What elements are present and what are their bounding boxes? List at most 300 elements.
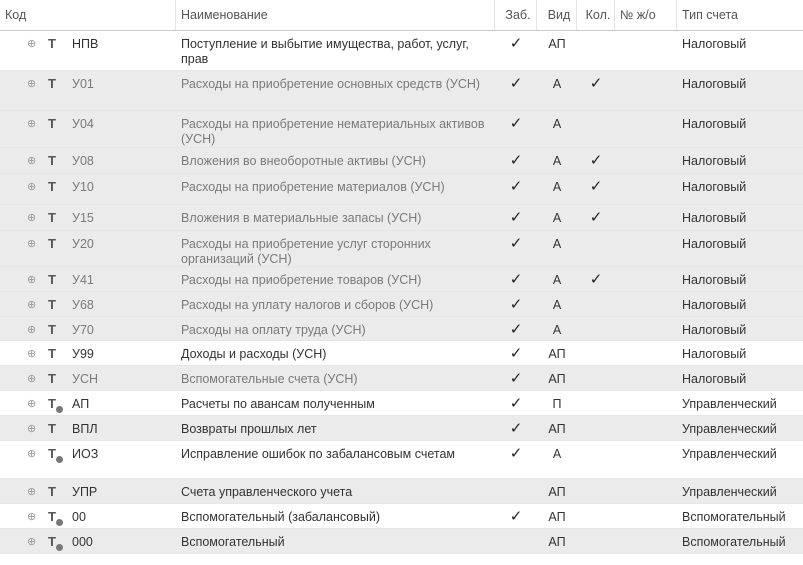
table-row[interactable]	[0, 366, 803, 391]
account-type: Налоговый	[682, 237, 747, 251]
expand-icon[interactable]: ⊕	[27, 118, 37, 130]
code-cell	[0, 31, 176, 70]
name-cell	[176, 71, 495, 110]
account-type-icon	[48, 211, 64, 225]
account-code: У04	[72, 117, 94, 131]
zab-check-icon: ✓	[509, 321, 523, 338]
account-type-icon	[48, 347, 64, 361]
journal-no-cell	[615, 391, 677, 415]
account-type-icon	[48, 180, 64, 194]
account-type: Налоговый	[682, 117, 747, 131]
vid-cell	[537, 366, 577, 390]
account-kind: А	[552, 298, 562, 312]
kol-cell	[577, 267, 615, 291]
kol-cell	[577, 148, 615, 173]
account-type-letter: T	[48, 210, 56, 225]
kol-cell	[577, 366, 615, 390]
kol-cell	[577, 317, 615, 340]
expand-icon[interactable]: ⊕	[27, 324, 37, 336]
zab-cell	[495, 391, 537, 415]
account-type: Управленческий	[682, 422, 777, 436]
account-code: У70	[72, 323, 94, 337]
name-cell	[176, 111, 495, 147]
account-type-icon	[48, 117, 64, 131]
vid-cell	[537, 31, 577, 70]
journal-no-cell	[615, 148, 677, 173]
journal-no-cell	[615, 479, 677, 503]
vid-cell	[537, 148, 577, 173]
zab-check-icon: ✓	[509, 345, 523, 362]
type-cell	[677, 292, 803, 316]
kol-check-icon: ✓	[589, 209, 603, 226]
account-type-icon	[48, 485, 64, 499]
zab-check-icon: ✓	[509, 395, 523, 412]
kol-cell	[577, 529, 615, 553]
name-cell	[176, 441, 495, 478]
account-code: ВПЛ	[72, 422, 98, 436]
vid-cell	[537, 441, 577, 478]
type-cell	[677, 205, 803, 230]
name-cell	[176, 479, 495, 503]
journal-no-cell	[615, 317, 677, 340]
account-name: Доходы и расходы (УСН)	[181, 347, 327, 361]
account-type-letter: T	[48, 36, 56, 51]
vid-cell	[537, 416, 577, 440]
journal-no-cell	[615, 205, 677, 230]
zab-check-icon: ✓	[509, 370, 523, 387]
kol-cell	[577, 504, 615, 528]
account-code: ИОЗ	[72, 447, 99, 461]
code-cell	[0, 148, 176, 173]
account-code: УПР	[72, 485, 98, 499]
expand-icon[interactable]: ⊕	[27, 511, 37, 523]
name-cell	[176, 317, 495, 340]
account-name: Вложения в материальные запасы (УСН)	[181, 211, 422, 225]
name-cell	[176, 148, 495, 173]
name-cell	[176, 231, 495, 266]
column-header-vid[interactable]: Вид	[537, 0, 577, 30]
account-name: Расходы на приобретение услуг сторонних организаций (УСН)	[181, 237, 431, 266]
account-kind: А	[552, 447, 562, 461]
account-name: Поступление и выбытие имущества, работ, услуг, прав	[181, 37, 469, 66]
vid-cell	[537, 341, 577, 365]
account-type-icon	[48, 37, 64, 51]
account-name: Расчеты по авансам полученным	[181, 397, 375, 411]
account-type-icon	[48, 422, 64, 436]
name-cell	[176, 31, 495, 70]
zab-cell	[495, 111, 537, 147]
kol-cell	[577, 416, 615, 440]
account-kind: АП	[548, 535, 566, 549]
account-type-letter: T	[48, 322, 56, 337]
account-type: Налоговый	[682, 154, 747, 168]
account-type: Вспомогательный	[682, 535, 786, 549]
type-cell	[677, 341, 803, 365]
code-cell	[0, 529, 176, 553]
journal-no-cell	[615, 416, 677, 440]
account-name: Вспомогательный (забалансовый)	[181, 510, 381, 524]
journal-no-cell	[615, 71, 677, 110]
code-cell	[0, 71, 176, 110]
account-name: Расходы на приобретение материалов (УСН)	[181, 180, 445, 194]
account-kind: АП	[548, 372, 566, 386]
vid-cell	[537, 267, 577, 291]
account-type-icon	[48, 273, 64, 287]
table-row[interactable]	[0, 205, 803, 231]
zab-cell	[495, 71, 537, 110]
account-code: 00	[72, 510, 86, 524]
zab-cell	[495, 205, 537, 230]
account-code: АП	[72, 397, 90, 411]
account-type-letter: T	[48, 509, 56, 524]
column-header-zab[interactable]: Заб.	[495, 0, 537, 30]
column-header-account-type[interactable]: Тип счета	[682, 8, 739, 22]
account-kind: АП	[548, 485, 566, 499]
account-name: Вспомогательный	[181, 535, 285, 549]
table-row[interactable]	[0, 231, 803, 267]
account-kind: А	[552, 117, 562, 131]
table-row[interactable]	[0, 148, 803, 174]
kol-check-icon: ✓	[589, 271, 603, 288]
journal-no-cell	[615, 174, 677, 204]
vid-cell	[537, 205, 577, 230]
account-kind: АП	[548, 37, 566, 51]
expand-icon[interactable]: ⊕	[27, 274, 37, 286]
account-code: У01	[72, 77, 94, 91]
code-cell	[0, 111, 176, 147]
account-type: Налоговый	[682, 323, 747, 337]
account-type: Налоговый	[682, 347, 747, 361]
column-header-code[interactable]: Код	[0, 0, 176, 30]
zab-cell	[495, 529, 537, 553]
zab-check-icon: ✓	[509, 420, 523, 437]
account-type-icon	[48, 535, 64, 549]
account-kind: А	[552, 154, 562, 168]
kol-check-icon: ✓	[589, 178, 603, 195]
account-type: Налоговый	[682, 180, 747, 194]
vid-cell	[537, 479, 577, 503]
table-row[interactable]	[0, 111, 803, 148]
expand-icon[interactable]: ⊕	[27, 212, 37, 224]
kol-cell	[577, 391, 615, 415]
name-cell	[176, 366, 495, 390]
journal-no-cell	[615, 267, 677, 291]
account-type: Управленческий	[682, 485, 777, 499]
expand-icon[interactable]: ⊕	[27, 373, 37, 385]
kol-check-icon: ✓	[589, 75, 603, 92]
journal-no-cell	[615, 292, 677, 316]
account-code: У68	[72, 298, 94, 312]
zab-check-icon: ✓	[509, 152, 523, 169]
type-cell	[677, 504, 803, 528]
vid-cell	[537, 292, 577, 316]
expand-icon[interactable]: ⊕	[27, 348, 37, 360]
table-row[interactable]	[0, 31, 803, 71]
table-row[interactable]	[0, 391, 803, 416]
expand-icon[interactable]: ⊕	[27, 448, 37, 460]
account-type-letter: T	[48, 371, 56, 386]
type-cell	[677, 31, 803, 70]
expand-icon[interactable]: ⊕	[27, 155, 37, 167]
zab-check-icon: ✓	[509, 235, 523, 252]
zab-cell	[495, 267, 537, 291]
table-row[interactable]	[0, 292, 803, 317]
code-cell	[0, 341, 176, 365]
code-cell	[0, 416, 176, 440]
expand-icon[interactable]: ⊕	[27, 238, 37, 250]
account-type-icon	[48, 77, 64, 91]
kol-cell	[577, 205, 615, 230]
account-name: Вложения во внеоборотные активы (УСН)	[181, 154, 426, 168]
account-kind: А	[552, 180, 562, 194]
account-type-letter: T	[48, 484, 56, 499]
dot-icon	[56, 456, 63, 463]
zab-cell	[495, 504, 537, 528]
name-cell	[176, 391, 495, 415]
zab-check-icon: ✓	[509, 178, 523, 195]
type-cell	[677, 416, 803, 440]
code-cell	[0, 504, 176, 528]
account-type: Налоговый	[682, 37, 747, 51]
account-name: Расходы на приобретение нематериальных активов (УСН)	[181, 117, 485, 146]
expand-icon[interactable]: ⊕	[27, 78, 37, 90]
table-row[interactable]	[0, 479, 803, 504]
account-type-icon	[48, 237, 64, 251]
table-row[interactable]	[0, 267, 803, 292]
expand-icon[interactable]: ⊕	[27, 423, 37, 435]
account-type-icon	[48, 372, 64, 386]
table-row[interactable]	[0, 317, 803, 341]
zab-check-icon: ✓	[509, 209, 523, 226]
kol-cell	[577, 71, 615, 110]
account-type-icon	[48, 323, 64, 337]
type-cell	[677, 71, 803, 110]
code-cell	[0, 292, 176, 316]
account-type: Налоговый	[682, 77, 747, 91]
journal-no-cell	[615, 504, 677, 528]
table-row[interactable]	[0, 71, 803, 111]
code-cell	[0, 441, 176, 478]
account-type-icon	[48, 397, 64, 411]
journal-no-cell	[615, 529, 677, 553]
zab-check-icon: ✓	[509, 296, 523, 313]
vid-cell	[537, 174, 577, 204]
account-type-letter: T	[48, 153, 56, 168]
zab-check-icon: ✓	[509, 115, 523, 132]
account-name: Счета управленческого учета	[181, 485, 353, 499]
type-cell	[677, 391, 803, 415]
account-code: 000	[72, 535, 93, 549]
account-kind: АП	[548, 510, 566, 524]
account-type-icon	[48, 298, 64, 312]
vid-cell	[537, 529, 577, 553]
journal-no-cell	[615, 231, 677, 266]
type-cell	[677, 231, 803, 266]
code-cell	[0, 391, 176, 415]
type-cell	[677, 148, 803, 173]
table-row[interactable]	[0, 441, 803, 479]
expand-icon[interactable]: ⊕	[27, 181, 37, 193]
zab-check-icon: ✓	[509, 445, 523, 462]
vid-cell	[537, 391, 577, 415]
table-header	[0, 0, 803, 31]
dot-icon	[56, 519, 63, 526]
zab-cell	[495, 441, 537, 478]
type-cell	[677, 111, 803, 147]
column-header-kol[interactable]: Кол.	[577, 0, 615, 30]
account-code: УСН	[72, 372, 98, 386]
expand-icon[interactable]: ⊕	[27, 299, 37, 311]
account-type-letter: T	[48, 297, 56, 312]
type-cell	[677, 174, 803, 204]
account-code: У99	[72, 347, 94, 361]
kol-cell	[577, 341, 615, 365]
column-header-name[interactable]: Наименование	[176, 0, 495, 30]
account-kind: АП	[548, 422, 566, 436]
name-cell	[176, 174, 495, 204]
zab-cell	[495, 341, 537, 365]
account-name: Расходы на уплату налогов и сборов (УСН)	[181, 298, 434, 312]
kol-check-icon: ✓	[589, 152, 603, 169]
dot-icon	[56, 544, 63, 551]
name-cell	[176, 292, 495, 316]
zab-check-icon: ✓	[509, 75, 523, 92]
name-cell	[176, 529, 495, 553]
kol-cell	[577, 174, 615, 204]
zab-cell	[495, 31, 537, 70]
kol-cell	[577, 111, 615, 147]
account-type: Налоговый	[682, 211, 747, 225]
code-cell	[0, 479, 176, 503]
name-cell	[176, 504, 495, 528]
zab-cell	[495, 231, 537, 266]
account-name: Расходы на оплату труда (УСН)	[181, 323, 366, 337]
zab-check-icon: ✓	[509, 508, 523, 525]
type-cell	[677, 317, 803, 340]
zab-check-icon: ✓	[509, 271, 523, 288]
type-cell	[677, 479, 803, 503]
account-code: У41	[72, 273, 94, 287]
table-row[interactable]	[0, 504, 803, 529]
expand-icon[interactable]: ⊕	[27, 486, 37, 498]
kol-cell	[577, 31, 615, 70]
table-row[interactable]	[0, 174, 803, 205]
table-row[interactable]	[0, 341, 803, 366]
account-type: Управленческий	[682, 447, 777, 461]
zab-check-icon: ✓	[509, 35, 523, 52]
vid-cell	[537, 71, 577, 110]
vid-cell	[537, 317, 577, 340]
name-cell	[176, 341, 495, 365]
zab-cell	[495, 479, 537, 503]
zab-cell	[495, 174, 537, 204]
account-code: У08	[72, 154, 94, 168]
zab-cell	[495, 416, 537, 440]
type-cell	[677, 529, 803, 553]
code-cell	[0, 231, 176, 266]
expand-icon[interactable]: ⊕	[27, 38, 37, 50]
dot-icon	[56, 406, 63, 413]
account-type: Налоговый	[682, 273, 747, 287]
vid-cell	[537, 231, 577, 266]
zab-cell	[495, 366, 537, 390]
kol-cell	[577, 292, 615, 316]
account-type-letter: T	[48, 421, 56, 436]
name-cell	[176, 416, 495, 440]
account-type-letter: T	[48, 346, 56, 361]
account-code: У15	[72, 211, 94, 225]
account-type-icon	[48, 510, 64, 524]
journal-no-cell	[615, 341, 677, 365]
account-type-letter: T	[48, 236, 56, 251]
account-type: Управленческий	[682, 397, 777, 411]
code-cell	[0, 366, 176, 390]
account-type: Налоговый	[682, 298, 747, 312]
account-kind: А	[552, 323, 562, 337]
journal-no-cell	[615, 111, 677, 147]
column-header-journal-no[interactable]: № ж/о	[615, 0, 677, 30]
account-kind: П	[552, 397, 562, 411]
journal-no-cell	[615, 441, 677, 478]
expand-icon[interactable]: ⊕	[27, 398, 37, 410]
account-type: Налоговый	[682, 372, 747, 386]
journal-no-cell	[615, 366, 677, 390]
account-code: НПВ	[72, 37, 99, 51]
account-kind: А	[552, 237, 562, 251]
table-row[interactable]	[0, 416, 803, 441]
account-name: Вспомогательные счета (УСН)	[181, 372, 358, 386]
account-name: Возвраты прошлых лет	[181, 422, 317, 436]
kol-cell	[577, 231, 615, 266]
account-type-letter: T	[48, 116, 56, 131]
account-name: Расходы на приобретение товаров (УСН)	[181, 273, 422, 287]
account-type-letter: T	[48, 179, 56, 194]
code-cell	[0, 317, 176, 340]
account-kind: А	[552, 273, 562, 287]
vid-cell	[537, 504, 577, 528]
kol-cell	[577, 441, 615, 478]
account-kind: АП	[548, 347, 566, 361]
account-code: У20	[72, 237, 94, 251]
journal-no-cell	[615, 31, 677, 70]
account-kind: А	[552, 77, 562, 91]
account-name: Исправление ошибок по забалансовым счетам	[181, 447, 456, 461]
account-type-letter: T	[48, 534, 56, 549]
code-cell	[0, 205, 176, 230]
name-cell	[176, 267, 495, 291]
account-name: Расходы на приобретение основных средств (УСН)	[181, 77, 481, 91]
table-body	[0, 31, 803, 554]
vid-cell	[537, 111, 577, 147]
code-cell	[0, 267, 176, 291]
zab-cell	[495, 317, 537, 340]
expand-icon[interactable]: ⊕	[27, 536, 37, 548]
name-cell	[176, 205, 495, 230]
table-row[interactable]	[0, 529, 803, 554]
type-cell	[677, 267, 803, 291]
account-kind: А	[552, 211, 562, 225]
code-cell	[0, 174, 176, 204]
type-cell	[677, 366, 803, 390]
zab-cell	[495, 148, 537, 173]
account-type-letter: T	[48, 76, 56, 91]
account-code: У10	[72, 180, 94, 194]
kol-cell	[577, 479, 615, 503]
account-type-icon	[48, 447, 64, 461]
zab-cell	[495, 292, 537, 316]
account-type-letter: T	[48, 272, 56, 287]
account-type-letter: T	[48, 396, 56, 411]
